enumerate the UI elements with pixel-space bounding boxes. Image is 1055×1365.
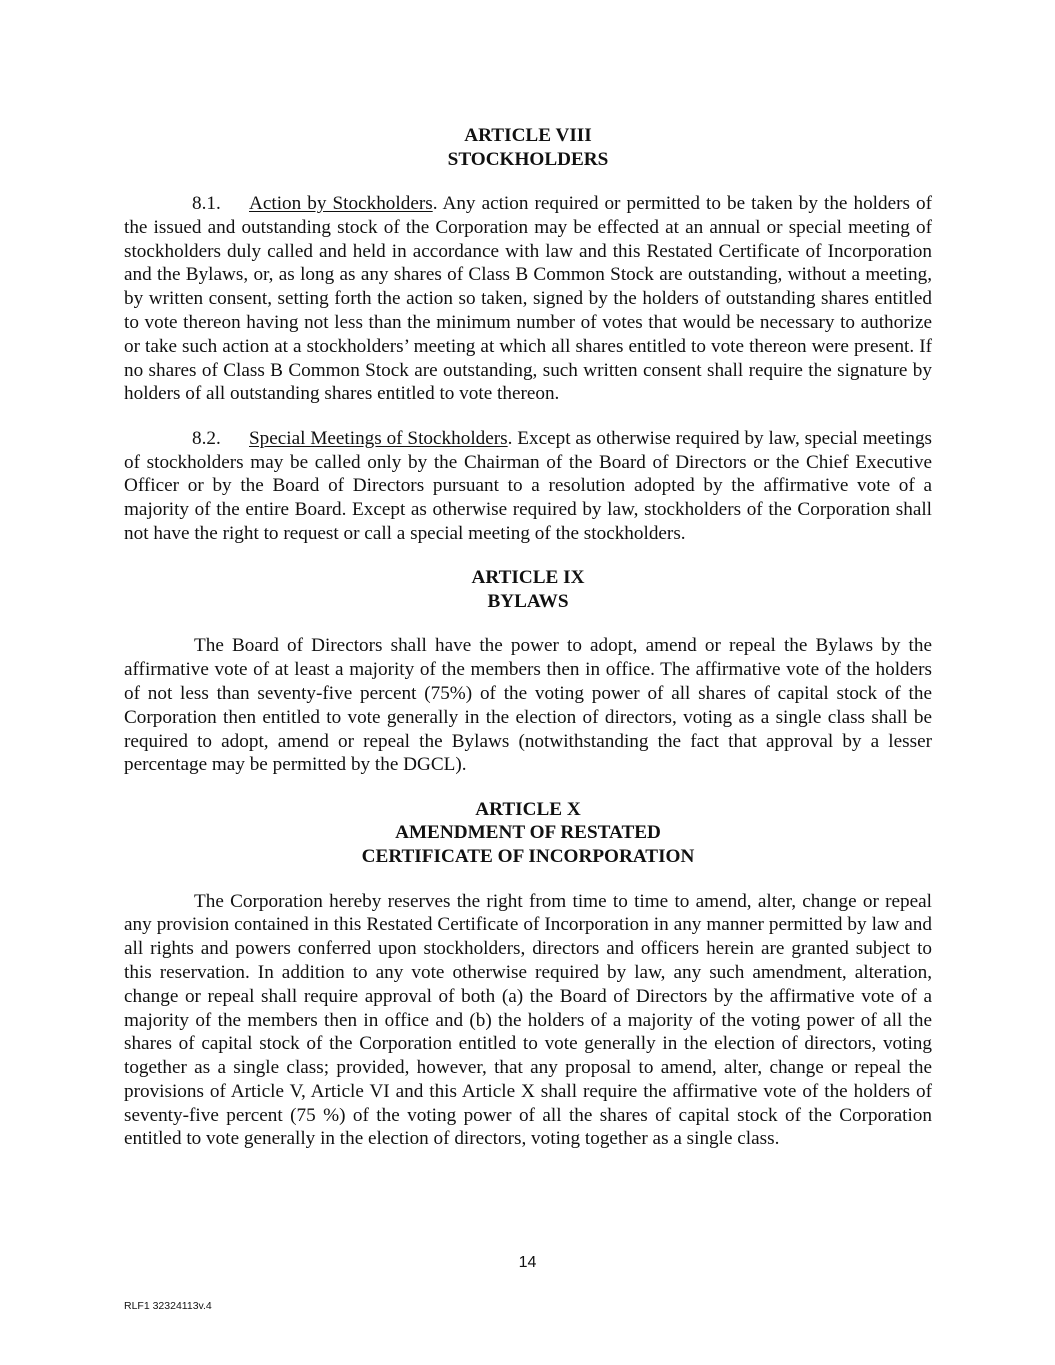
article-ix-subtitle: BYLAWS [487,591,569,613]
article-viii-title: ARTICLE VIII [464,125,592,146]
section-8-2 [124,427,932,546]
section-8-2-number: 8.2. [192,427,221,449]
section-8-1-text: . Any action required or permitted to be taken by the holders of the issued and outstanding stock of the Corporation may be effected at an annual or special meeting of stockholders duly called and held in accordance with law and this Restated Certificate of Incorporation and the Bylaws, or, as long as any shares of Class B Common Stock are outstanding, without a meeting, by written consent, setting forth the action so taken, signed by the holders of outstanding shares entitled to vote thereon having not less than the minimum number of votes that would be necessary to authorize or take such action at a stockholders’ meeting at which all shares entitled to vote thereon were present. If no shares of Class B Common Stock are outstanding, such written consent shall require the signature by holders of all outstanding shares entitled to vote thereon. [124,193,933,405]
article-x-heading [124,798,932,869]
article-x-subtitle-line2: CERTIFICATE OF INCORPORATION [361,846,695,868]
section-8-2-heading: Special Meetings of Stockholders [249,427,508,449]
page-number: 14 [518,1254,537,1271]
section-8-1-number: 8.1. [192,193,221,215]
article-ix-heading [124,566,932,614]
article-viii-heading [124,124,932,172]
document-id: RLF1 32324113v.4 [124,1300,212,1312]
article-viii-subtitle: STOCKHOLDERS [447,148,609,170]
article-x-paragraph: The Corporation hereby reserves the right from time to time to amend, alter, change or repeal any provision contained in this Restated Certificate of Incorporation in any manner permitted by law and all rights and powers conferred upon stockholders, directors and officers herein are granted subject to this reservation. In addition to any vote otherwise required by law, any such amendment, alteration, change or repeal shall require approval of both (a) the Board of Directors by the affirmative vote of a majority of the members then in office and (b) the holders of a majority of the voting power of all the shares of capital stock of the Corporation entitled to vote generally in the election of directors, voting together as a single class; provided, however, that any proposal to amend, alter, change or repeal the provisions of Article V, Article VI and this Article X shall require the affirmative vote of the holders of seventy-five percent (75 %) of the voting power of all the shares of capital stock of the Corporation entitled to vote generally in the election of directors, voting together as a single class. [124,890,932,1150]
section-8-2-text: . Except as otherwise required by law, special meetings of stockholders may be called only by the Chairman of the Board of Directors or the Chief Executive Officer or by the Board of Directors pursuant to a resolution adopted by the affirmative vote of a majority of the entire Board. Except as otherwise required by law, stockholders of the Corporation shall not have the right to request or call a special meeting of the stockholders. [124,427,933,544]
article-ix-paragraph: The Board of Directors shall have the power to adopt, amend or repeal the Bylaws by the affirmative vote of at least a majority of the members then in office. The affirmative vote of the holders of not less than seventy-five percent (75%) of the voting power of all shares of capital stock of the Corporation then entitled to vote generally in the election of directors, voting as a single class shall be required to adopt, amend or repeal the Bylaws (notwithstanding the fact that approval by a lesser percentage may be permitted by the DGCL). [124,635,932,776]
section-8-1-heading: Action by Stockholders [249,193,433,215]
article-x-subtitle-line1: AMENDMENT OF RESTATED [395,822,661,844]
article-ix-title: ARTICLE IX [471,567,585,589]
article-x-title: ARTICLE X [475,798,581,820]
section-8-1 [124,192,932,406]
document-body [124,124,932,1151]
